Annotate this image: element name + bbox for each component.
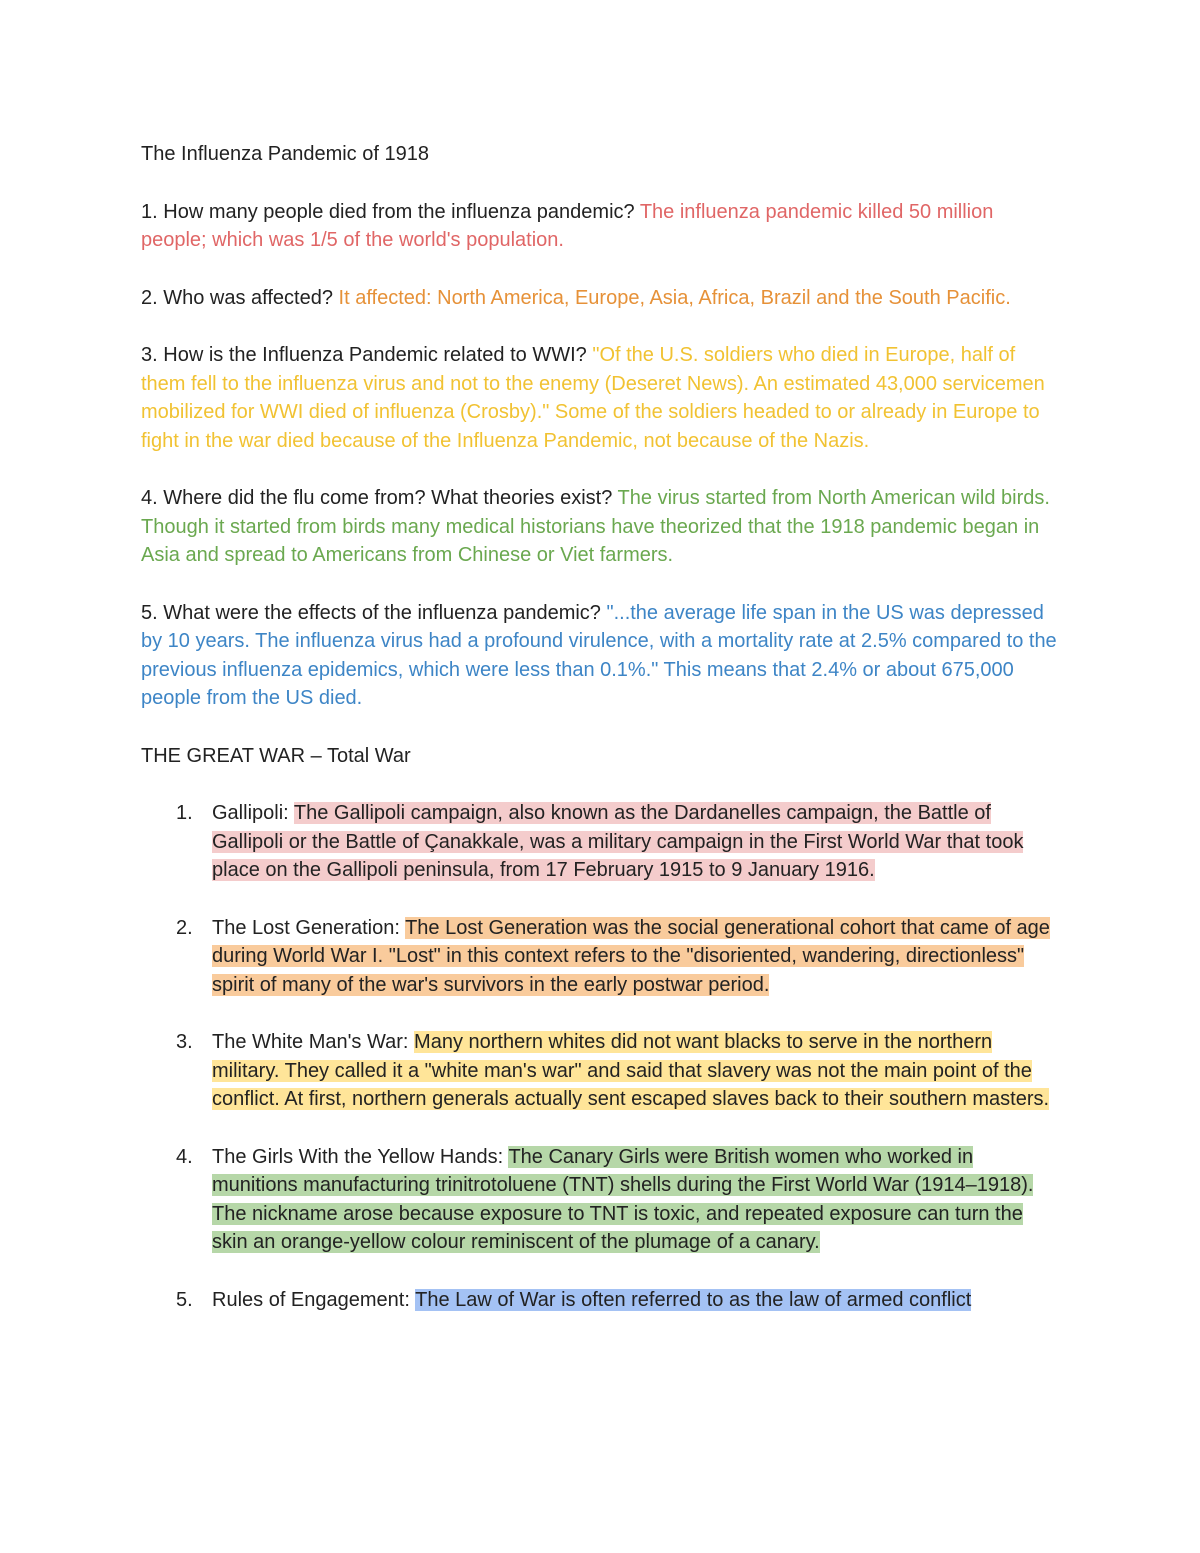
list-number: 2. — [176, 916, 193, 939]
question-number: 1. — [141, 200, 158, 223]
answer-text: The virus started from North American wild birds. Though it started from birds many medical historians have theorized that the 1918 pandemic began in Asia and spread to Americans from Chinese or Viet farmers. — [141, 487, 1050, 566]
question-4 — [141, 484, 1061, 570]
term-label: Gallipoli: — [212, 802, 289, 824]
term-definition: The Gallipoli campaign, also known as the Dardanelles campaign, the Battle of Gallipoli or the Battle of Çanakkale, was a military campaign in the First World War that took place on the Gallipoli peninsula, from 17 February 1915 to 9 January 1916. — [212, 802, 1024, 881]
question-text: Who was affected? — [163, 286, 333, 309]
question-3 — [141, 341, 1061, 455]
answer-text: It affected: North America, Europe, Asia, Africa, Brazil and the South Pacific. — [338, 286, 1011, 309]
term-item-gallipoli — [141, 799, 1061, 885]
question-text: How many people died from the influenza pandemic? — [163, 200, 635, 223]
term-definition: The Lost Generation was the social generational cohort that came of age during World War I. "Lost" in this context refers to the "disoriented, wandering, directionless" spirit of many of the war's survivors in the early postwar period. — [212, 916, 1050, 996]
list-number: 4. — [176, 1145, 193, 1168]
question-number: 3. — [141, 344, 158, 366]
document-page — [141, 140, 1061, 1343]
list-number: 3. — [176, 1031, 193, 1053]
question-5 — [141, 599, 1061, 713]
term-label: The White Man's War: — [212, 1031, 409, 1053]
term-item-lost-generation — [141, 914, 1061, 1000]
terms-list — [141, 799, 1061, 1314]
question-number: 5. — [141, 601, 158, 624]
section-title: THE GREAT WAR – Total War — [141, 744, 411, 767]
term-item-yellow-hands — [141, 1143, 1061, 1257]
question-text: What were the effects of the influenza pandemic? — [163, 601, 601, 624]
question-number: 4. — [141, 487, 158, 509]
term-item-rules-of-engagement — [141, 1286, 1061, 1315]
question-text: How is the Influenza Pandemic related to WWI? — [163, 344, 587, 366]
term-label: The Girls With the Yellow Hands: — [212, 1145, 504, 1168]
term-definition: The Canary Girls were British women who worked in munitions manufacturing trinitrotoluene (TNT) shells during the First World War (1914–1918). The nickname arose because exposure to TNT is toxic, and repeated exposure can turn the skin an orange-yellow colour reminiscent of the plumage of a canary. — [212, 1145, 1034, 1253]
question-1 — [141, 198, 1061, 255]
term-definition: Many northern whites did not want blacks to serve in the northern military. They called it a "white man's war" and said that slavery was not the main point of the conflict. At first, northern generals actually sent escaped slaves back to their southern masters. — [212, 1031, 1050, 1110]
document-title: The Influenza Pandemic of 1918 — [141, 143, 429, 165]
term-label: The Lost Generation: — [212, 916, 400, 939]
question-text: Where did the flu come from? What theories exist? — [163, 487, 613, 509]
answer-text: "Of the U.S. soldiers who died in Europe, half of them fell to the influenza virus and not to the enemy (Deseret News). An estimated 43,000 servicemen mobilized for WWI died of influenza (Crosby)." Some of the soldiers headed to or already in Europe to fight in the war died because of the Influenza Pandemic, not because of the Nazis. — [141, 344, 1045, 452]
term-definition: The Law of War is often referred to as the law of armed conflict — [415, 1288, 972, 1311]
question-2 — [141, 284, 1061, 313]
answer-text: The influenza pandemic killed 50 million people; which was 1/5 of the world's population. — [141, 200, 994, 251]
term-item-white-mans-war — [141, 1028, 1061, 1114]
list-number: 5. — [176, 1288, 193, 1311]
list-number: 1. — [176, 802, 193, 824]
answer-text: "...the average life span in the US was depressed by 10 years. The influenza virus had a profound virulence, with a mortality rate at 2.5% compared to the previous influenza epidemics, which were less than 0.1%." This means that 2.4% or about 675,000 people from the US died. — [141, 601, 1057, 709]
question-number: 2. — [141, 286, 158, 309]
term-label: Rules of Engagement: — [212, 1288, 410, 1311]
